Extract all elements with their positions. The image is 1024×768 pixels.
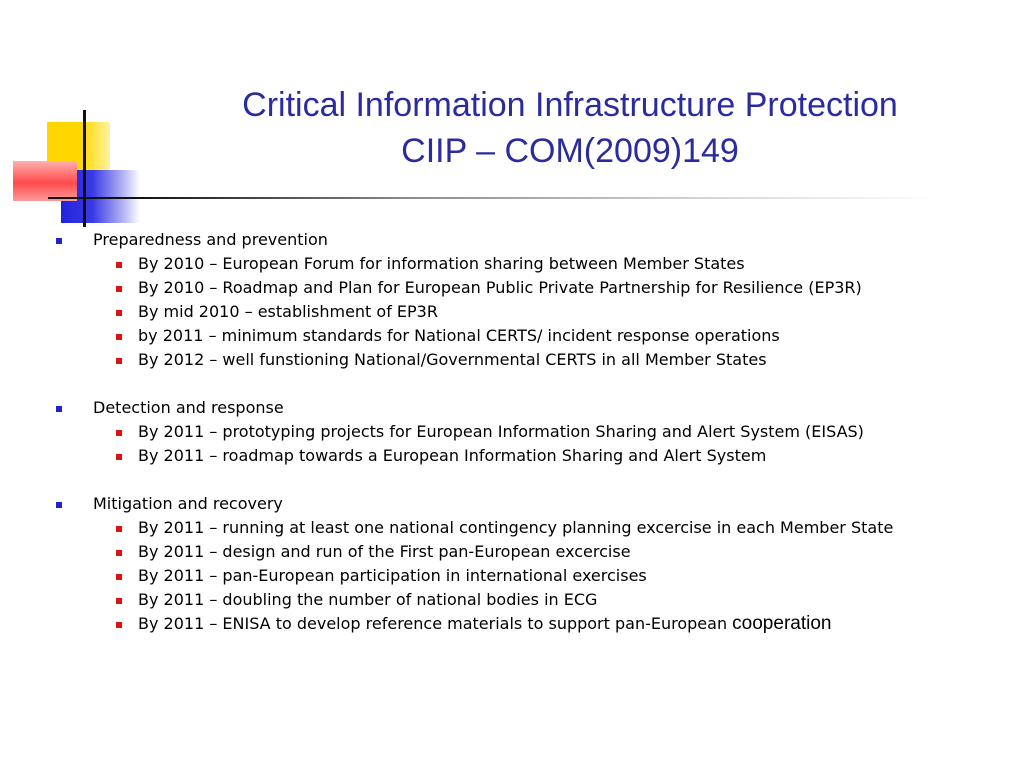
list-item-text: By 2011 – design and run of the First pan-European excercise [138,542,631,561]
spacer [0,468,1024,492]
list-item [0,324,1024,348]
title-divider [48,197,943,199]
list-item-text: By 2011 – roadmap towards a European Information Sharing and Alert System [138,446,767,465]
list-item-text: By mid 2010 – establishment of EP3R [138,302,438,321]
red-square-bullet-icon [116,310,122,316]
list-item-text-tail: cooperation [732,613,832,634]
red-square-bullet-icon [116,550,122,556]
slide-body [0,228,1024,636]
list-item-text: By 2011 – running at least one national contingency planning excercise in each Member State [138,518,894,537]
spacer [0,372,1024,396]
red-square-bullet-icon [116,454,122,460]
list-item-text: By 2011 – ENISA to develop reference materials to support pan-European [138,614,733,633]
section-heading-text: Preparedness and prevention [93,230,328,249]
red-square-bullet-icon [116,430,122,436]
list-item [0,588,1024,612]
title-line-2: CIIP – COM(2009)149 [401,132,739,170]
section-heading [0,228,1024,252]
list-item-text: By 2010 – Roadmap and Plan for European Public Private Partnership for Resilience (EP3R) [138,278,862,297]
list-item-text: By 2011 – doubling the number of national bodies in ECG [138,590,598,609]
list-item [0,612,1024,636]
section-heading [0,396,1024,420]
red-square-bullet-icon [116,358,122,364]
section-heading [0,492,1024,516]
slide-title [160,82,980,174]
red-square [13,161,77,201]
list-item [0,516,1024,540]
list-item [0,564,1024,588]
blue-square-bullet-icon [56,502,62,508]
list-item [0,252,1024,276]
list-item-text: By 2011 – prototyping projects for European Information Sharing and Alert System (EISAS) [138,422,864,441]
list-item [0,540,1024,564]
red-square-bullet-icon [116,622,122,628]
list-item-text: By 2012 – well funstioning National/Governmental CERTS in all Member States [138,350,767,369]
section-heading-text: Detection and response [93,398,284,417]
section-preparedness [0,228,1024,372]
red-square-bullet-icon [116,286,122,292]
colored-squares-logo-icon [0,0,160,240]
list-item-text: By 2011 – pan-European participation in international exercises [138,566,647,585]
list-item [0,444,1024,468]
blue-square-bullet-icon [56,406,62,412]
list-item [0,420,1024,444]
vertical-rule [83,110,86,227]
title-line-1: Critical Information Infrastructure Protection [242,86,898,124]
list-item [0,348,1024,372]
section-heading-text: Mitigation and recovery [93,494,283,513]
list-item-text: By 2010 – European Forum for information sharing between Member States [138,254,745,273]
list-item [0,276,1024,300]
red-square-bullet-icon [116,598,122,604]
list-item-text: by 2011 – minimum standards for National CERTS/ incident response operations [138,326,780,345]
red-square-bullet-icon [116,574,122,580]
list-item [0,300,1024,324]
blue-square-bullet-icon [56,238,62,244]
red-square-bullet-icon [116,334,122,340]
section-detection [0,396,1024,468]
red-square-bullet-icon [116,526,122,532]
section-mitigation [0,492,1024,636]
red-square-bullet-icon [116,262,122,268]
